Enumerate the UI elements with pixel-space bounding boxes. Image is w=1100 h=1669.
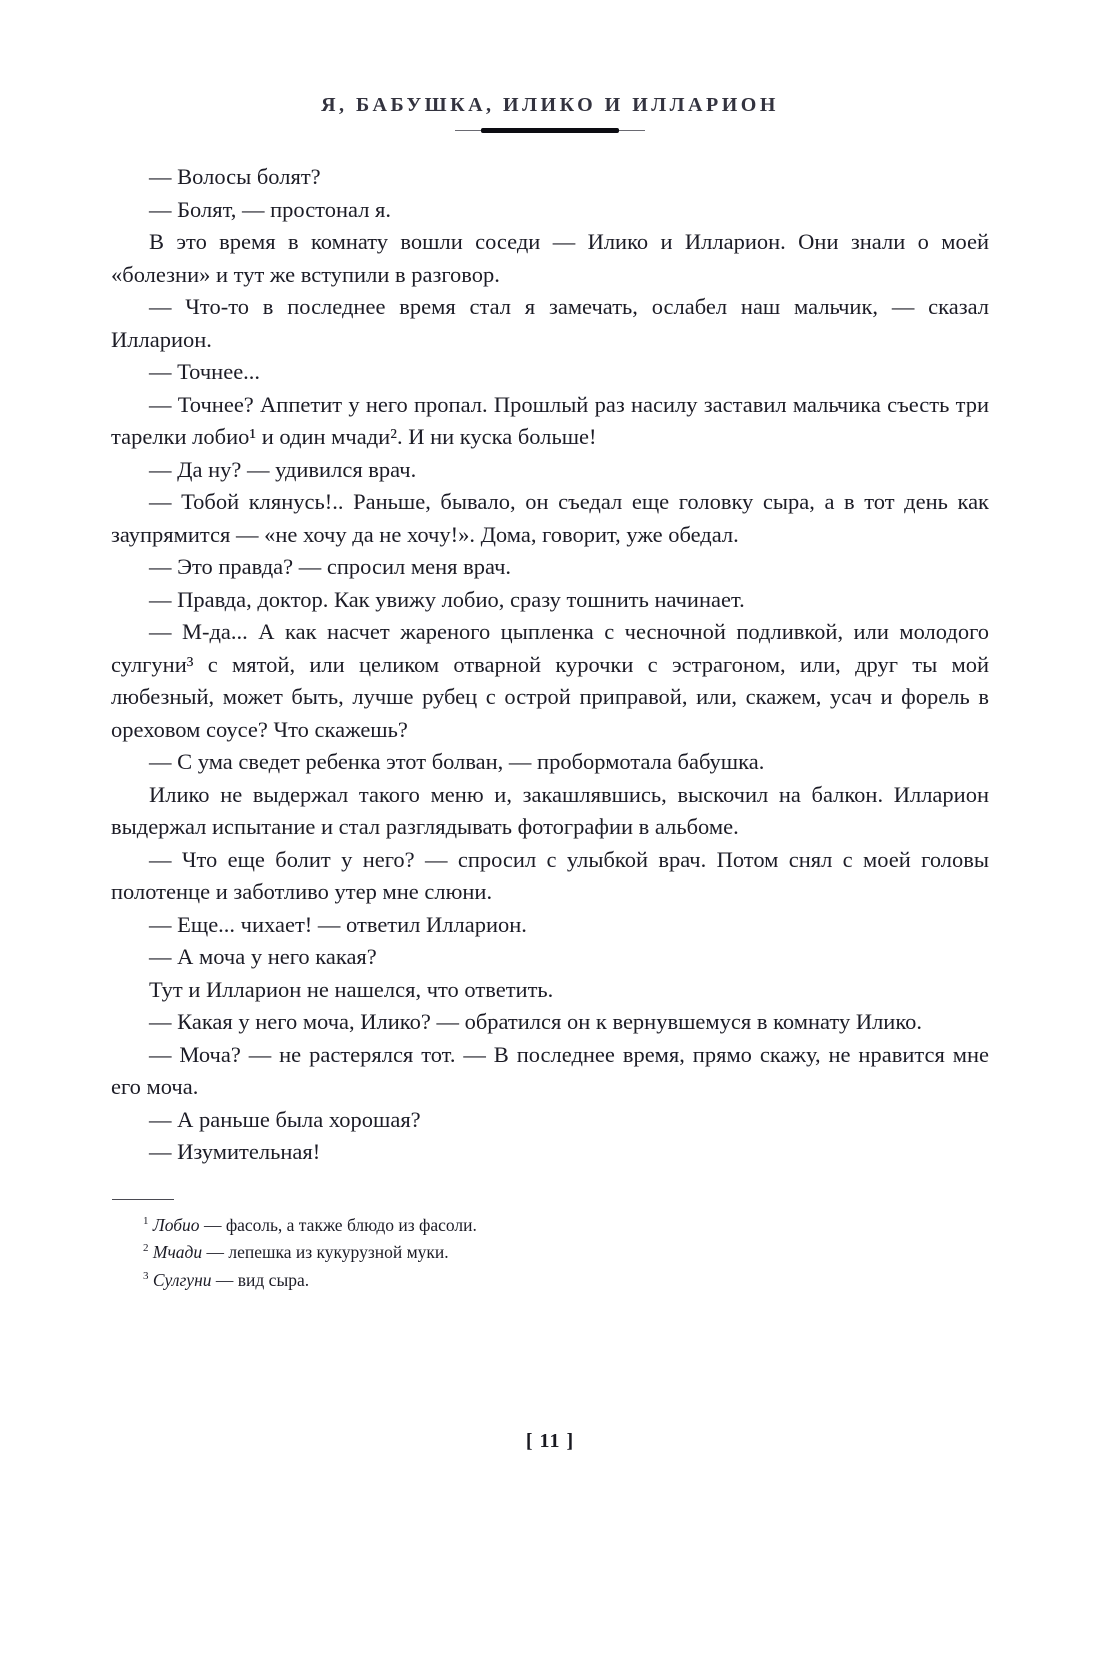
paragraph: — С ума сведет ребенка этот болван, — пробормотала бабушка. xyxy=(149,749,765,774)
footnote-marker: 3 xyxy=(143,1269,149,1282)
paragraph: — М-да... А как насчет жареного цыпленка с чесночной подливкой, или молодого сулгуни³ с мятой, или целиком отварной курочки с эстрагоном, или, друг ты мой любезный, может быть, лучше рубец с острой приправой, или, скажем, усач и форель в ореховом соусе? Что скажешь? xyxy=(111,619,989,742)
paragraph: — А моча у него какая? xyxy=(149,944,377,969)
footnote-text: — вид сыра. xyxy=(215,1269,310,1290)
footnotes xyxy=(111,1212,989,1295)
paragraph: — Какая у него моча, Илико? — обратился он к вернувшемуся в комнату Илико. xyxy=(149,1009,922,1034)
decorative-rule xyxy=(455,128,645,134)
page-title: Я, БАБУШКА, ИЛИКО И ИЛЛАРИОН xyxy=(321,94,779,116)
paragraph: Тут и Илларион не нашелся, что ответить. xyxy=(149,976,554,1002)
paragraph: — Это правда? — спросил меня врач. xyxy=(149,554,512,579)
decorative-rule-thick xyxy=(481,128,619,133)
paragraph: — Волосы болят? xyxy=(149,164,321,189)
footnote-separator xyxy=(112,1199,174,1200)
paragraph: — Тобой клянусь!.. Раньше, бывало, он съедал еще головку сыра, а в тот день как заупрямится — «не хочу да не хочу!». Дома, говорит, уже обедал. xyxy=(111,489,989,547)
footnote-marker: 1 xyxy=(143,1214,149,1227)
paragraph: — Болят, — простонал я. xyxy=(149,196,392,222)
paragraph: — Точнее... xyxy=(149,359,261,384)
paragraph: — Что-то в последнее время стал я замечать, ослабел наш мальчик, — сказал Илларион. xyxy=(111,294,989,352)
paragraph: — Что еще болит у него? — спросил с улыбкой врач. Потом снял с моей головы полотенце и заботливо утер мне слюни. xyxy=(111,846,989,904)
footnote-term: Сулгуни xyxy=(152,1269,212,1290)
paragraph: Илико не выдержал такого меню и, закашлявшись, выскочил на балкон. Илларион выдержал испытание и стал разглядывать фотографии в альбоме. xyxy=(111,781,989,839)
paragraph: В это время в комнату вошли соседи — Илико и Илларион. Они знали о моей «болезни» и тут же вступили в разговор. xyxy=(111,229,989,287)
footnote-marker: 2 xyxy=(143,1242,149,1255)
paragraph: — Правда, доктор. Как увижу лобио, сразу тошнить начинает. xyxy=(149,586,745,612)
footnote-term: Мчади xyxy=(152,1242,203,1262)
footnote xyxy=(111,1239,989,1267)
paragraph: — Еще... чихает! — ответил Илларион. xyxy=(149,911,527,937)
paragraph: — Да ну? — удивился врач. xyxy=(149,456,417,482)
footnote xyxy=(111,1267,989,1295)
page-number: [ 11 ] xyxy=(525,1430,575,1452)
paragraph: — Точнее? Аппетит у него пропал. Прошлый раз насилу заставил мальчика съесть три тарелки лобио¹ и один мчади². И ни куска больше! xyxy=(111,391,989,449)
footnote-text: — лепешка из кукурузной муки. xyxy=(206,1242,449,1262)
footnote-text: — фасоль, а также блюдо из фасоли. xyxy=(203,1214,477,1235)
paragraph: — Моча? — не растерялся тот. — В последнее время, прямо скажу, не нравится мне его моча. xyxy=(111,1041,989,1099)
footnote-term: Лобио xyxy=(152,1214,200,1235)
paragraph: — Изумительная! xyxy=(149,1139,321,1164)
footnote xyxy=(111,1212,989,1240)
body-text xyxy=(111,161,989,1169)
paragraph: — А раньше была хорошая? xyxy=(149,1106,421,1132)
